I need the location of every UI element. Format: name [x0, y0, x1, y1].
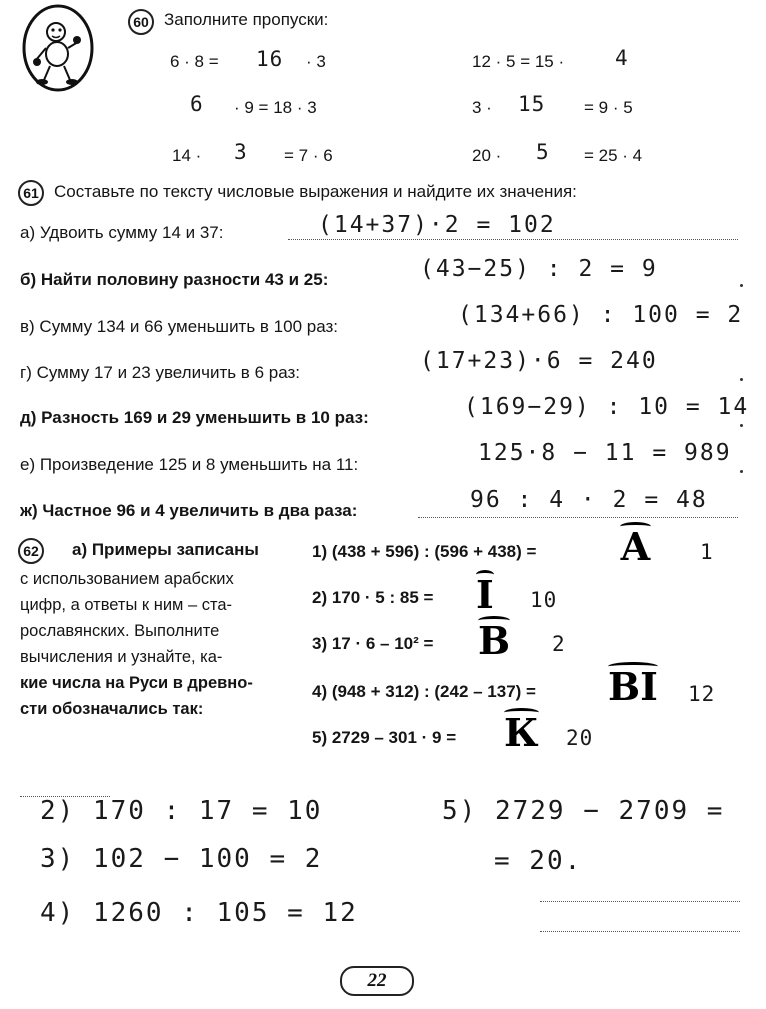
ex62-example-2: 2) 170 · 5 : 85 =	[312, 588, 434, 607]
ex62-intro-text	[20, 566, 292, 722]
ex60-r3-left-rest: = 7 · 6	[284, 146, 333, 165]
ex62-answer-1: 1	[700, 540, 714, 564]
ex60-r1-left: 6 · 8 =	[170, 52, 219, 71]
work-line-3: 4) 1260 : 105 = 12	[40, 898, 358, 928]
ex61-item-f-label: е) Произведение 125 и 8 уменьшить на 11:	[20, 455, 359, 474]
ex60-r1-left-answer: 16	[256, 47, 284, 71]
ex61-item-d-answer: (17+23)·6 = 240	[420, 348, 658, 374]
ex62-text-line: сти обозначались так:	[20, 700, 204, 718]
page-number: 22	[340, 966, 414, 996]
ex61-item-c-answer: (134+66) : 100 = 2	[458, 302, 744, 328]
ex62-text-line: с использованием арабских	[20, 570, 234, 588]
ex60-r2-right-rest: = 9 · 5	[584, 98, 633, 117]
titlo-mark	[476, 570, 494, 579]
ex60-r2-left: · 9 = 18 · 3	[234, 98, 317, 117]
ex62-slav-1	[620, 524, 651, 569]
ex62-text-line: рославянских. Выполните	[20, 622, 220, 640]
work-line-5: = 20.	[494, 846, 583, 876]
ex62-slav-5	[504, 710, 539, 755]
ex60-r1-right: 12 · 5 = 15 ·	[472, 52, 565, 71]
exercise-62-number: 62	[18, 538, 44, 564]
exercise-61-title: Составьте по тексту числовые выражения и найдите их значения:	[54, 182, 577, 201]
work-line-4: 5) 2729 − 2709 =	[442, 796, 725, 826]
ex61-item-e-label: д) Разность 169 и 29 уменьшить в 10 раз:	[20, 408, 369, 427]
ex62-answer-4: 12	[688, 682, 716, 706]
ex61-item-d-dot	[740, 378, 743, 381]
ex61-item-b-label: б) Найти половину разности 43 и 25:	[20, 270, 329, 289]
ex62-slav-5-letter: К	[504, 710, 539, 755]
ex60-r2-right-answer: 15	[518, 92, 546, 116]
ex62-slav-4	[608, 664, 658, 709]
ex62-slav-2	[476, 572, 494, 617]
ex61-item-d-label: г) Сумму 17 и 23 увеличить в 6 раз:	[20, 363, 300, 382]
ex61-item-a-answer: (14+37)·2 = 102	[318, 212, 556, 238]
ex61-item-g-line	[418, 516, 738, 518]
ex60-r3-left: 14 ·	[172, 146, 202, 165]
titlo-mark	[504, 708, 539, 717]
work-line	[540, 930, 740, 932]
ex62-example-4: 4) (948 + 312) : (242 – 137) =	[312, 682, 536, 701]
exercise-61-number: 61	[18, 180, 44, 206]
ex61-item-a-label: а) Удвоить сумму 14 и 37:	[20, 223, 224, 242]
ex61-item-e-answer: (169−29) : 10 = 14	[464, 394, 750, 420]
ex60-r1-left-rest: · 3	[306, 52, 326, 71]
work-line	[540, 900, 740, 902]
ex62-answer-3: 2	[552, 632, 566, 656]
titlo-mark	[478, 616, 510, 625]
ex61-item-g-label: ж) Частное 96 и 4 увеличить в два раза:	[20, 501, 358, 520]
ex62-slav-1-letter: А	[620, 524, 651, 569]
ex62-intro-first: а) Примеры записаны	[72, 540, 259, 559]
ex62-text-line: цифр, а ответы к ним – ста-	[20, 596, 233, 614]
ex60-r3-right-answer: 5	[536, 140, 550, 164]
ex60-r3-right: 20 ·	[472, 146, 502, 165]
ex62-example-1: 1) (438 + 596) : (596 + 438) =	[312, 542, 537, 561]
ex60-r3-left-answer: 3	[234, 140, 248, 164]
mascot-logo	[20, 2, 95, 92]
ex62-example-5: 5) 2729 – 301 · 9 =	[312, 728, 457, 747]
ex62-answer-5: 20	[566, 726, 594, 750]
ex61-item-e-dot	[740, 424, 743, 427]
ex62-answer-2: 10	[530, 588, 558, 612]
ex62-text-line: вычисления и узнайте, ка-	[20, 648, 223, 666]
ex61-item-b-dot	[740, 284, 743, 287]
ex60-r2-right: 3 ·	[472, 98, 492, 117]
ex61-item-f-dot	[740, 470, 743, 473]
ex62-slav-4-letter: ВI	[608, 664, 658, 709]
ex62-example-3: 3) 17 · 6 – 10² =	[312, 634, 434, 653]
ex62-text-line: кие числа на Руси в древно-	[20, 674, 253, 692]
ex61-item-g-answer: 96 : 4 · 2 = 48	[470, 487, 708, 513]
ex62-slav-2-letter: I	[476, 572, 494, 617]
ex61-item-c-label: в) Сумму 134 и 66 уменьшить в 100 раз:	[20, 317, 339, 336]
exercise-60-title: Заполните пропуски:	[164, 10, 329, 29]
ex62-slav-3	[478, 618, 511, 663]
ex60-r1-right-answer: 4	[615, 46, 629, 70]
ex60-r3-right-rest: = 25 · 4	[584, 146, 643, 165]
work-line-2: 3) 102 − 100 = 2	[40, 844, 323, 874]
exercise-60-number: 60	[128, 9, 154, 35]
ex61-item-b-answer: (43−25) : 2 = 9	[420, 256, 658, 282]
ex62-slav-3-letter: В	[478, 618, 511, 663]
ex61-item-f-answer: 125·8 − 11 = 989	[478, 440, 732, 466]
titlo-mark	[608, 662, 658, 671]
ex61-item-a-line	[288, 238, 738, 240]
work-line-1: 2) 170 : 17 = 10	[40, 796, 323, 826]
titlo-mark	[620, 522, 651, 531]
ex60-r2-left-answer: 6	[190, 92, 204, 116]
